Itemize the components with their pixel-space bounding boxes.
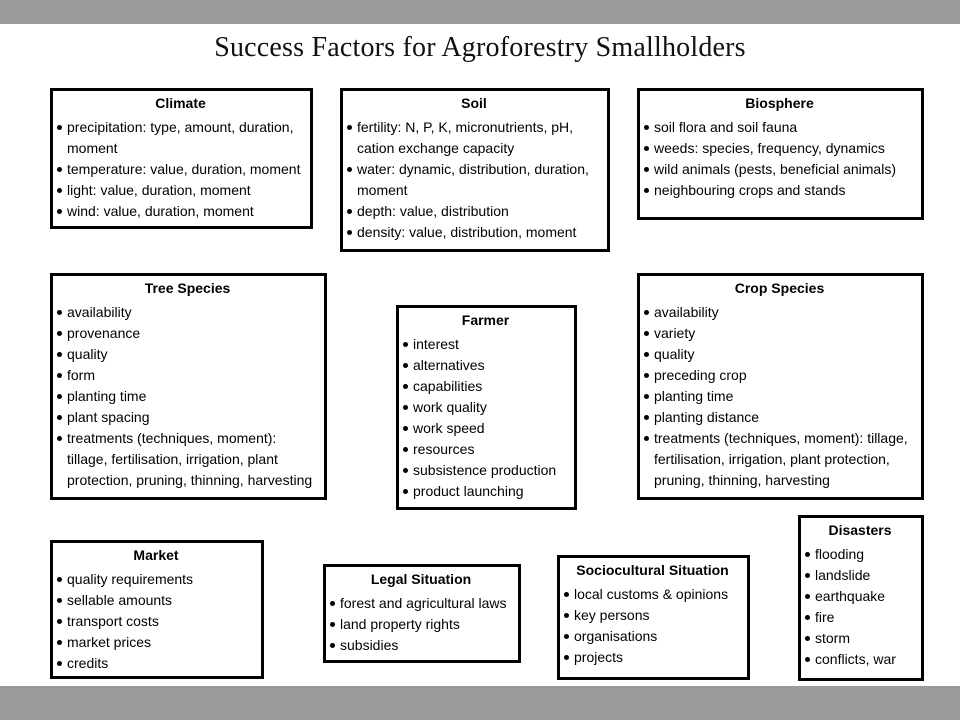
factor-item: forest and agricultural laws: [330, 593, 512, 614]
box-heading: Crop Species: [734, 280, 825, 296]
factor-item: temperature: value, duration, moment: [57, 159, 304, 180]
box-heading: Climate: [155, 95, 206, 111]
factor-item: fertility: N, P, K, micronutrients, pH, cation exchange capacity: [347, 117, 601, 159]
diagram-title: Success Factors for Agroforestry Smallholders: [214, 32, 746, 63]
factor-item: form: [57, 365, 318, 386]
factor-item: conflicts, war: [805, 649, 915, 670]
factor-item: credits: [57, 653, 255, 674]
factor-item: neighbouring crops and stands: [644, 180, 915, 201]
factor-item: planting distance: [644, 407, 915, 428]
factor-list: [347, 117, 601, 243]
factor-item: transport costs: [57, 611, 255, 632]
factor-item: depth: value, distribution: [347, 201, 601, 222]
factor-item: local customs & opinions: [564, 584, 741, 605]
factor-item: market prices: [57, 632, 255, 653]
factor-item: density: value, distribution, moment: [347, 222, 601, 243]
factor-item: precipitation: type, amount, duration, moment: [57, 117, 304, 159]
factor-item: key persons: [564, 605, 741, 626]
factor-item: variety: [644, 323, 915, 344]
factor-item: soil flora and soil fauna: [644, 117, 915, 138]
factor-item: alternatives: [403, 355, 568, 376]
factor-list: [330, 593, 512, 656]
farmer-box: [396, 305, 577, 510]
factor-list: [403, 334, 568, 502]
factor-item: work speed: [403, 418, 568, 439]
legal-situation-box: [323, 564, 521, 663]
factor-item: resources: [403, 439, 568, 460]
factor-item: availability: [644, 302, 915, 323]
factor-item: wind: value, duration, moment: [57, 201, 304, 222]
factor-item: treatments (techniques, moment): tillage, fertilisation, irrigation, plant protection, pruning, thinning, harvesting: [57, 428, 318, 491]
biosphere-box: [637, 88, 924, 220]
factor-list: [57, 569, 255, 674]
factor-item: organisations: [564, 626, 741, 647]
box-heading: Market: [133, 547, 179, 563]
factor-list: [564, 584, 741, 668]
factor-item: work quality: [403, 397, 568, 418]
soil-box: [340, 88, 610, 252]
factor-list: [57, 117, 304, 222]
crop-species-box: [637, 273, 924, 500]
factor-item: planting time: [644, 386, 915, 407]
factor-item: planting time: [57, 386, 318, 407]
factor-item: subsistence production: [403, 460, 568, 481]
factor-item: fire: [805, 607, 915, 628]
factor-item: earthquake: [805, 586, 915, 607]
market-box: [50, 540, 264, 679]
factor-item: quality requirements: [57, 569, 255, 590]
factor-item: availability: [57, 302, 318, 323]
factor-item: provenance: [57, 323, 318, 344]
factor-item: product launching: [403, 481, 568, 502]
factor-item: interest: [403, 334, 568, 355]
factor-item: landslide: [805, 565, 915, 586]
sociocultural-situation-box: [557, 555, 750, 680]
factor-item: preceding crop: [644, 365, 915, 386]
factor-item: treatments (techniques, moment): tillage, fertilisation, irrigation, plant protection, pruning, thinning, harvesting: [644, 428, 915, 491]
climate-box: [50, 88, 313, 229]
box-heading: Soil: [461, 95, 487, 111]
factor-item: quality: [57, 344, 318, 365]
box-heading: Sociocultural Situation: [576, 562, 729, 578]
box-heading: Tree Species: [144, 280, 231, 296]
factor-item: subsidies: [330, 635, 512, 656]
factor-item: storm: [805, 628, 915, 649]
box-heading: Legal Situation: [370, 571, 472, 587]
factor-item: projects: [564, 647, 741, 668]
factor-list: [644, 117, 915, 201]
factor-list: [805, 544, 915, 670]
box-heading: Disasters: [828, 522, 892, 538]
factor-list: [644, 302, 915, 491]
factor-item: flooding: [805, 544, 915, 565]
factor-item: sellable amounts: [57, 590, 255, 611]
factor-item: wild animals (pests, beneficial animals): [644, 159, 915, 180]
factor-item: land property rights: [330, 614, 512, 635]
box-heading: Biosphere: [745, 95, 814, 111]
factor-item: quality: [644, 344, 915, 365]
factor-item: capabilities: [403, 376, 568, 397]
tree-species-box: [50, 273, 327, 500]
factor-item: water: dynamic, distribution, duration, moment: [347, 159, 601, 201]
factor-item: weeds: species, frequency, dynamics: [644, 138, 915, 159]
factor-item: plant spacing: [57, 407, 318, 428]
factor-item: light: value, duration, moment: [57, 180, 304, 201]
box-heading: Farmer: [461, 312, 510, 328]
factor-list: [57, 302, 318, 491]
disasters-box: [798, 515, 924, 681]
